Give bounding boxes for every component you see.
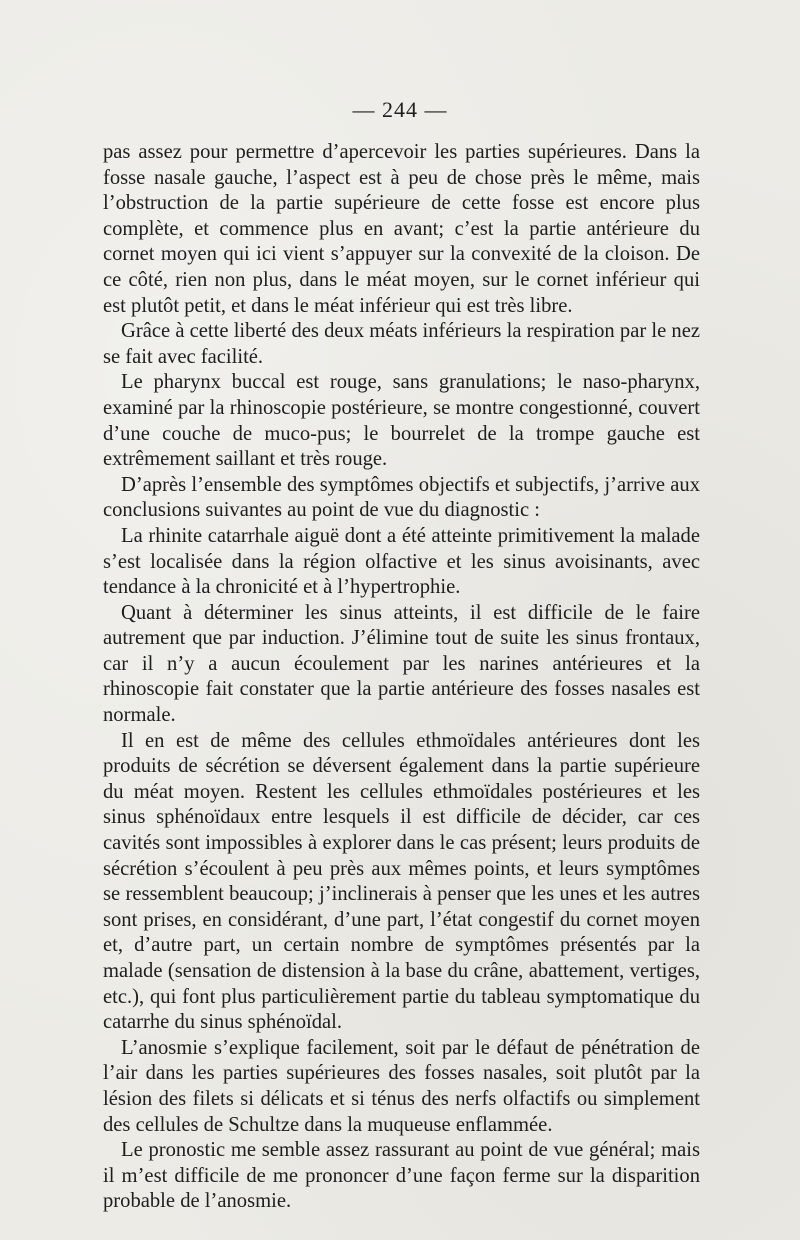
paragraph-9: Le pronostic me semble assez rassurant au point de vue général; mais il m’est difficile de me prononcer d’une façon ferme sur la disparition probable de l’anosmie. <box>103 1139 700 1213</box>
paragraph-3: Le pharynx buccal est rouge, sans granulations; le naso-pharynx, examiné par la rhinoscopie postérieure, se montre congestionné, couvert d’une couche de muco-pus; le bourrelet de la trompe gauche est extrêmement saillant et très rouge. <box>103 371 700 471</box>
page-number: — 244 — <box>352 97 448 122</box>
paragraph-4: D’après l’ensemble des symptômes objectifs et subjectifs, j’arrive aux conclusions suivantes au point de vue du diagnostic : <box>103 473 700 522</box>
paragraph-1: pas assez pour permettre d’apercevoir les parties supérieures. Dans la fosse nasale gauche, l’aspect est à peu de chose près le même, mais l’obstruction de la partie supérieure de cette fosse est encore plus complète, et commence plus en avant; c’est la partie antérieure du cornet moyen qui ici vient s’appuyer sur la convexité de la cloison. De ce côté, rien non plus, dans le méat moyen, sur le cornet inférieur qui est plutôt petit, et dans le méat inférieur qui est très libre. <box>103 141 700 317</box>
body-text <box>103 140 700 1215</box>
paragraph-2: Grâce à cette liberté des deux méats inférieurs la respiration par le nez se fait avec facilité. <box>103 320 700 368</box>
paragraph-7: Il en est de même des cellules ethmoïdales antérieures dont les produits de sécrétion se déversent également dans la partie supérieure du méat moyen. Restent les cellules ethmoïdales postérieures et les sinus sphénoïdaux entre lesquels il est difficile de décider, car ces cavités sont impossibles à explorer dans le cas présent; leurs produits de sécrétion s’écoulent à peu près aux mêmes points, et leurs symptômes se ressemblent beaucoup; j’inclinerais à penser que les unes et les autres sont prises, en considérant, d’une part, l’état congestif du cornet moyen et, d’autre part, un certain nombre de symptômes présentés par la malade (sensation de distension à la base du crâne, abattement, vertiges, etc.), qui font plus particulièrement partie du tableau symptomatique du catarrhe du sinus sphénoïdal. <box>103 729 700 1034</box>
paragraph-6: Quant à déterminer les sinus atteints, il est difficile de le faire autrement que par induction. J’élimine tout de suite les sinus frontaux, car il n’y a aucun écoulement par les narines antérieures et la rhinoscopie fait constater que la partie antérieure des fosses nasales est normale. <box>103 601 700 727</box>
paragraph-8: L’anosmie s’explique facilement, soit par le défaut de pénétration de l’air dans les parties supérieures des fosses nasales, soit plutôt par la lésion des filets si délicats et si ténus des nerfs olfactifs ou simplement des cellules de Schultze dans la muqueuse enflammée. <box>103 1036 700 1136</box>
paragraph-5: La rhinite catarrhale aiguë dont a été atteinte primitivement la malade s’est localisée dans la région olfactive et les sinus avoisinants, avec tendance à la chronicité et à l’hypertrophie. <box>103 524 700 599</box>
